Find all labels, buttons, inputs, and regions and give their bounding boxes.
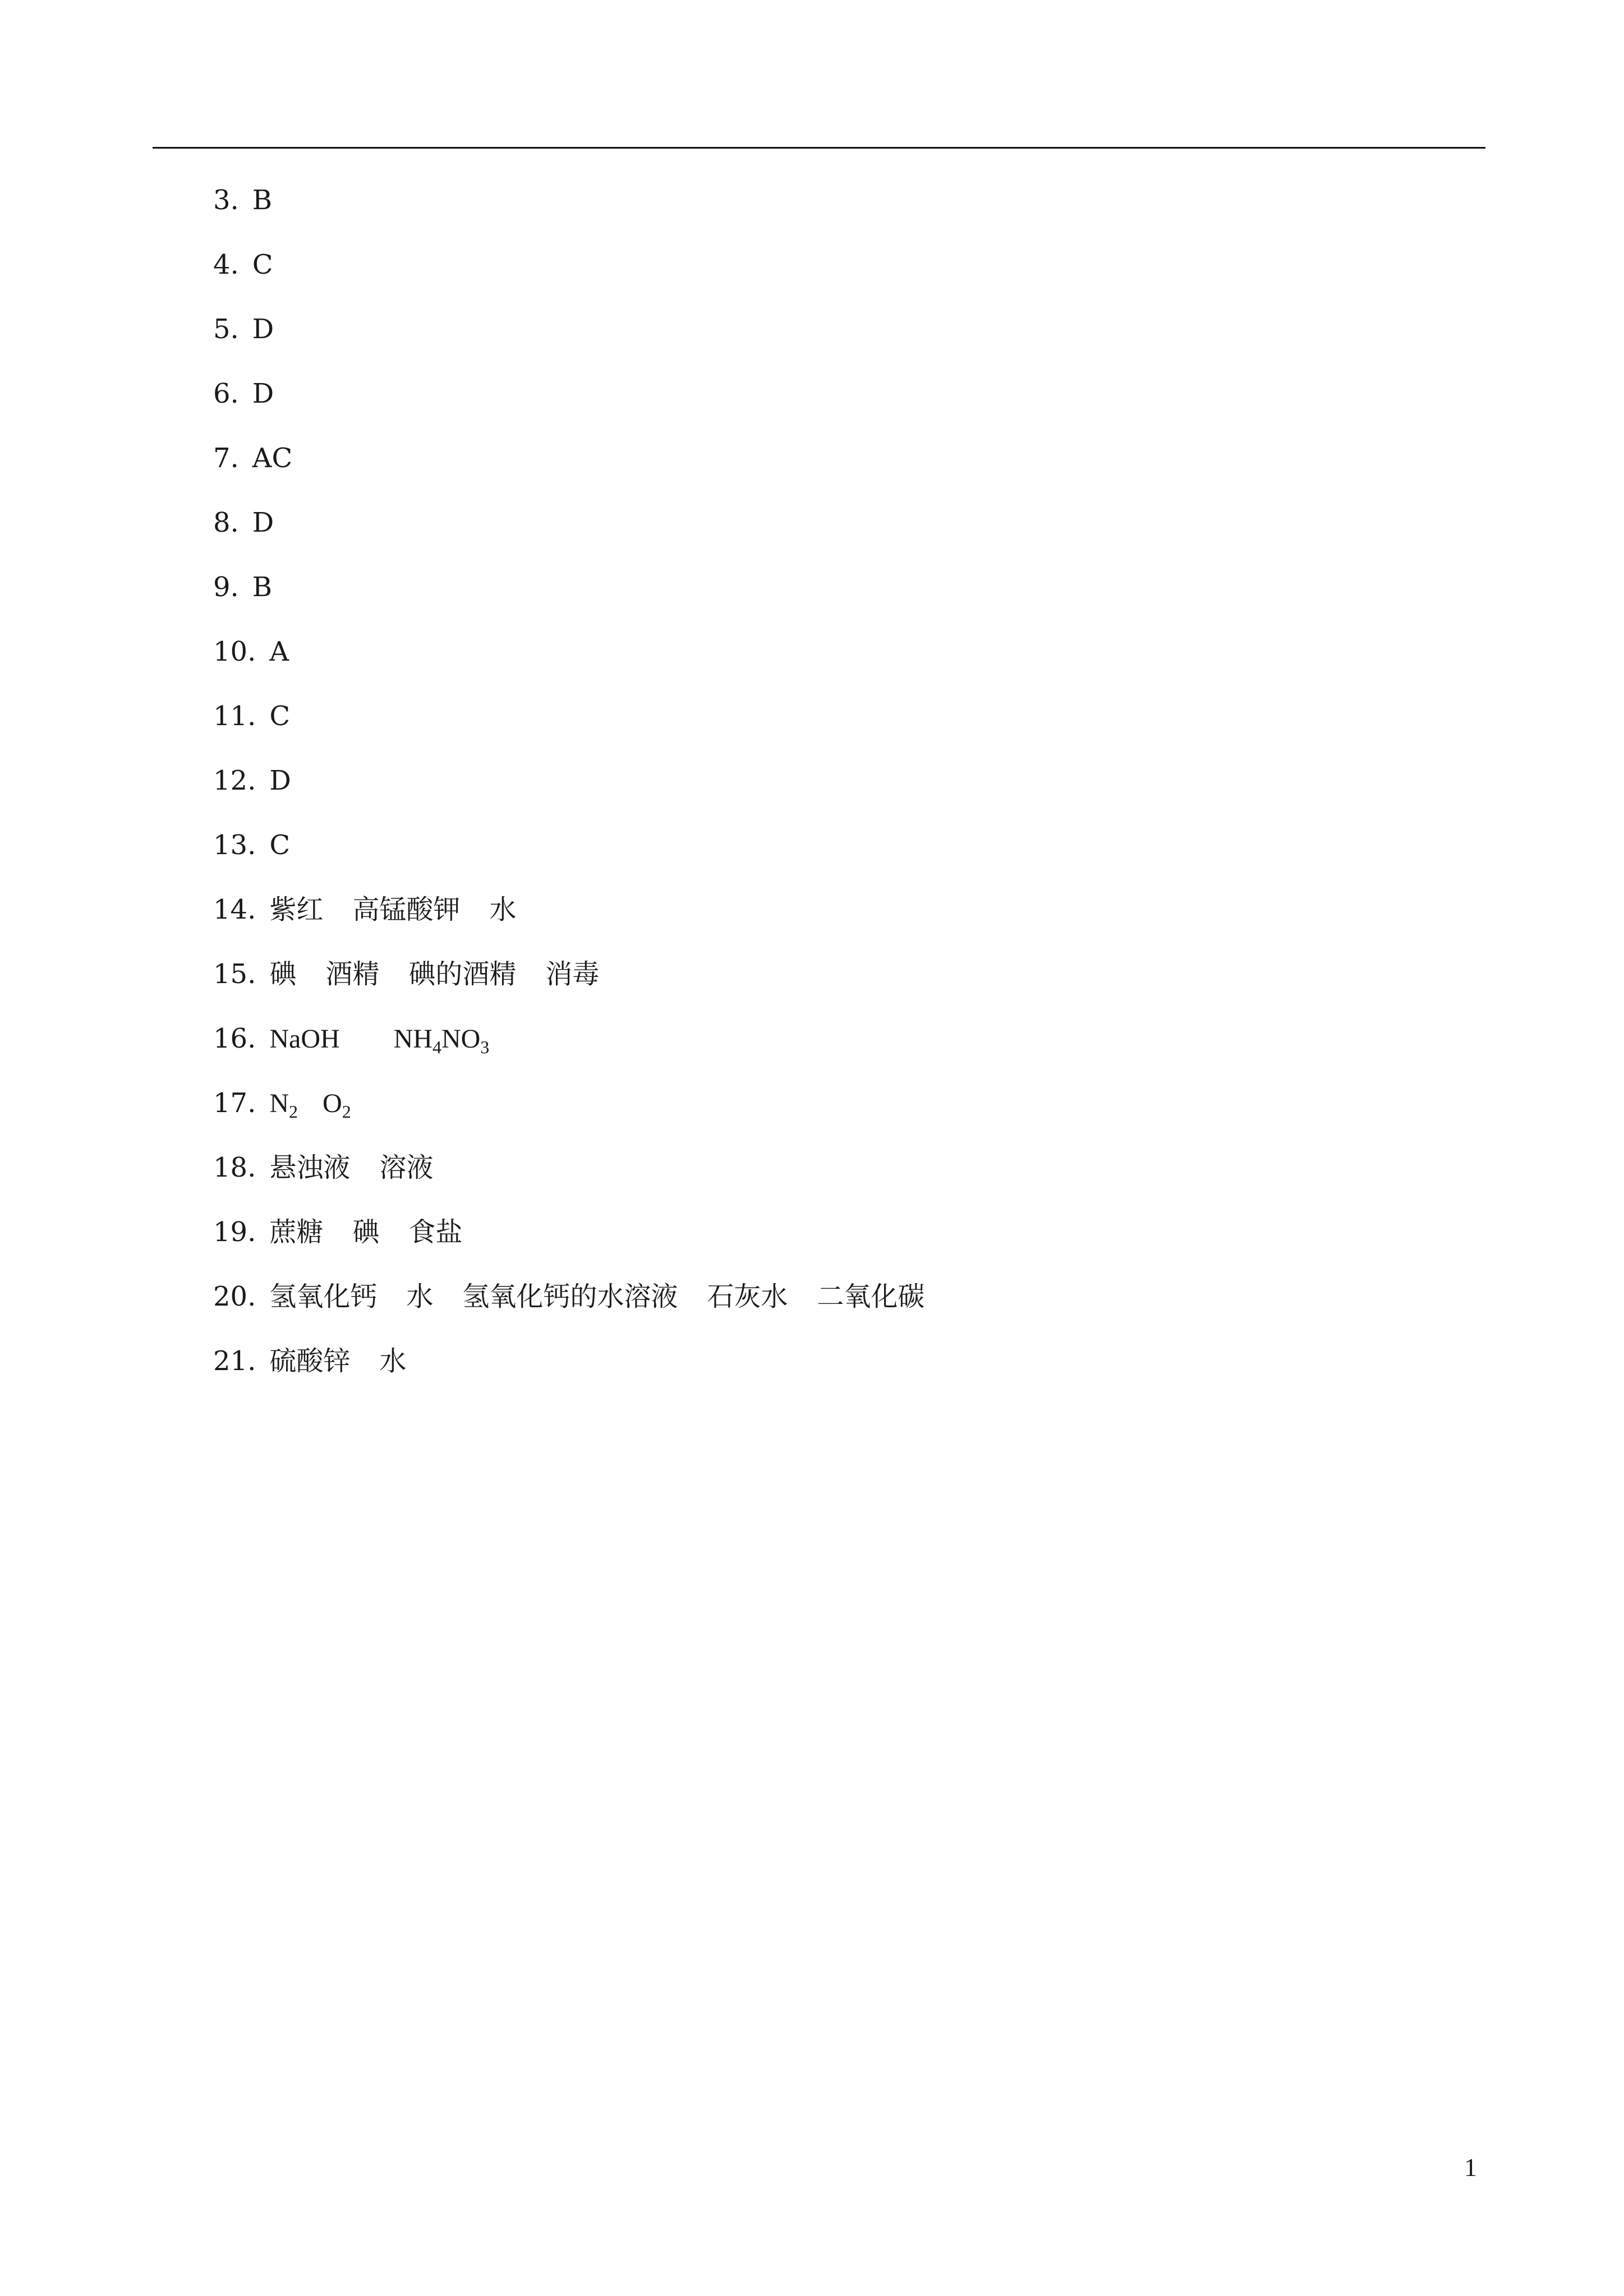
answer-text <box>269 878 516 942</box>
answer-item <box>213 555 1447 620</box>
answer-term: 酒精 <box>325 958 380 990</box>
formula-text: NH <box>393 1024 433 1054</box>
answer-list <box>213 168 1447 1394</box>
answer-number: 3. <box>213 185 239 216</box>
answer-number: 8. <box>213 507 239 538</box>
chemical-formula <box>323 1071 351 1136</box>
answer-term: 碘 <box>269 958 297 990</box>
answer-text <box>269 1265 924 1329</box>
answer-item <box>213 362 1447 426</box>
formula-text: N <box>269 1089 289 1118</box>
answer-number: 18. <box>213 1152 256 1183</box>
page-number: 1 <box>1464 2153 1477 2182</box>
answer-number: 21. <box>213 1345 256 1377</box>
answer-text <box>269 1200 462 1265</box>
chemical-formula <box>269 1071 298 1136</box>
answer-number: 13. <box>213 829 256 861</box>
answer-text <box>269 1136 433 1200</box>
answer-number: 9. <box>213 571 239 603</box>
answer-item <box>213 297 1447 362</box>
answer-term: 紫红 <box>269 894 324 925</box>
answer-number: 20. <box>213 1281 256 1312</box>
answer-item <box>213 426 1447 491</box>
answer-number: 16. <box>213 1023 256 1054</box>
answer-term: 二氧化碳 <box>817 1281 925 1312</box>
answer-item <box>213 620 1447 684</box>
answer-term: 氢氧化钙的水溶液 <box>462 1281 678 1312</box>
answer-term: 食盐 <box>408 1216 463 1248</box>
answer-number: 6. <box>213 378 239 409</box>
answer-item <box>213 168 1447 233</box>
answer-number: 17. <box>213 1087 256 1119</box>
answer-item <box>213 1136 1447 1200</box>
formula-subscript: 2 <box>289 1101 298 1122</box>
answer-term: 溶液 <box>379 1152 434 1183</box>
answer-term: 碘的酒精 <box>408 958 517 990</box>
answer-term: 硫酸锌 <box>269 1345 351 1377</box>
answer-text: B <box>252 571 273 603</box>
answer-term: 水 <box>406 1281 434 1312</box>
answer-item <box>213 813 1447 878</box>
answer-term: 水 <box>379 1345 407 1377</box>
answer-text <box>269 1329 406 1394</box>
answer-item <box>213 1329 1447 1394</box>
answer-item <box>213 1007 1447 1071</box>
answer-number: 14. <box>213 894 256 925</box>
formula-text: NaOH <box>269 1024 340 1054</box>
answer-text: D <box>269 765 291 796</box>
answer-number: 7. <box>213 442 239 474</box>
answer-text: B <box>252 185 273 216</box>
answer-number: 15. <box>213 958 256 990</box>
answer-text: C <box>269 700 291 732</box>
answer-item <box>213 1071 1447 1136</box>
formula-text: NO <box>441 1024 481 1054</box>
answer-text <box>269 1071 375 1136</box>
answer-term: 高锰酸钾 <box>352 894 461 925</box>
answer-term: 蔗糖 <box>269 1216 324 1248</box>
answer-number: 12. <box>213 765 256 796</box>
answer-text <box>269 942 599 1007</box>
answer-item <box>213 749 1447 813</box>
answer-item <box>213 942 1447 1007</box>
formula-subscript: 3 <box>480 1037 490 1057</box>
answer-item <box>213 491 1447 555</box>
answer-number: 11. <box>213 700 256 732</box>
answer-term: 消毒 <box>545 958 600 990</box>
answer-text: D <box>252 313 274 345</box>
answer-term: 氢氧化钙 <box>269 1281 378 1312</box>
answer-number: 10. <box>213 636 256 667</box>
header-rule <box>153 147 1485 149</box>
answer-number: 19. <box>213 1216 256 1248</box>
answer-item <box>213 878 1447 942</box>
formula-text: O <box>323 1089 342 1118</box>
answer-term: 水 <box>489 894 517 925</box>
answer-term: 碘 <box>352 1216 380 1248</box>
answer-text <box>269 1007 543 1071</box>
answer-number: 5. <box>213 313 239 345</box>
answer-text: A <box>269 636 289 667</box>
answer-text: C <box>252 249 273 280</box>
answer-term: 石灰水 <box>707 1281 788 1312</box>
answer-text: D <box>252 378 274 409</box>
answer-item <box>213 684 1447 749</box>
answer-number: 4. <box>213 249 239 280</box>
formula-subscript: 2 <box>342 1101 351 1122</box>
chemical-formula <box>394 1007 490 1071</box>
formula-subscript: 4 <box>432 1037 441 1057</box>
answer-item <box>213 1200 1447 1265</box>
answer-item <box>213 233 1447 297</box>
answer-text: C <box>269 829 291 861</box>
answer-term: 悬浊液 <box>269 1152 351 1183</box>
chemical-formula <box>269 1007 339 1071</box>
answer-text: D <box>252 507 274 538</box>
answer-item <box>213 1265 1447 1329</box>
answer-text: AC <box>252 442 293 474</box>
